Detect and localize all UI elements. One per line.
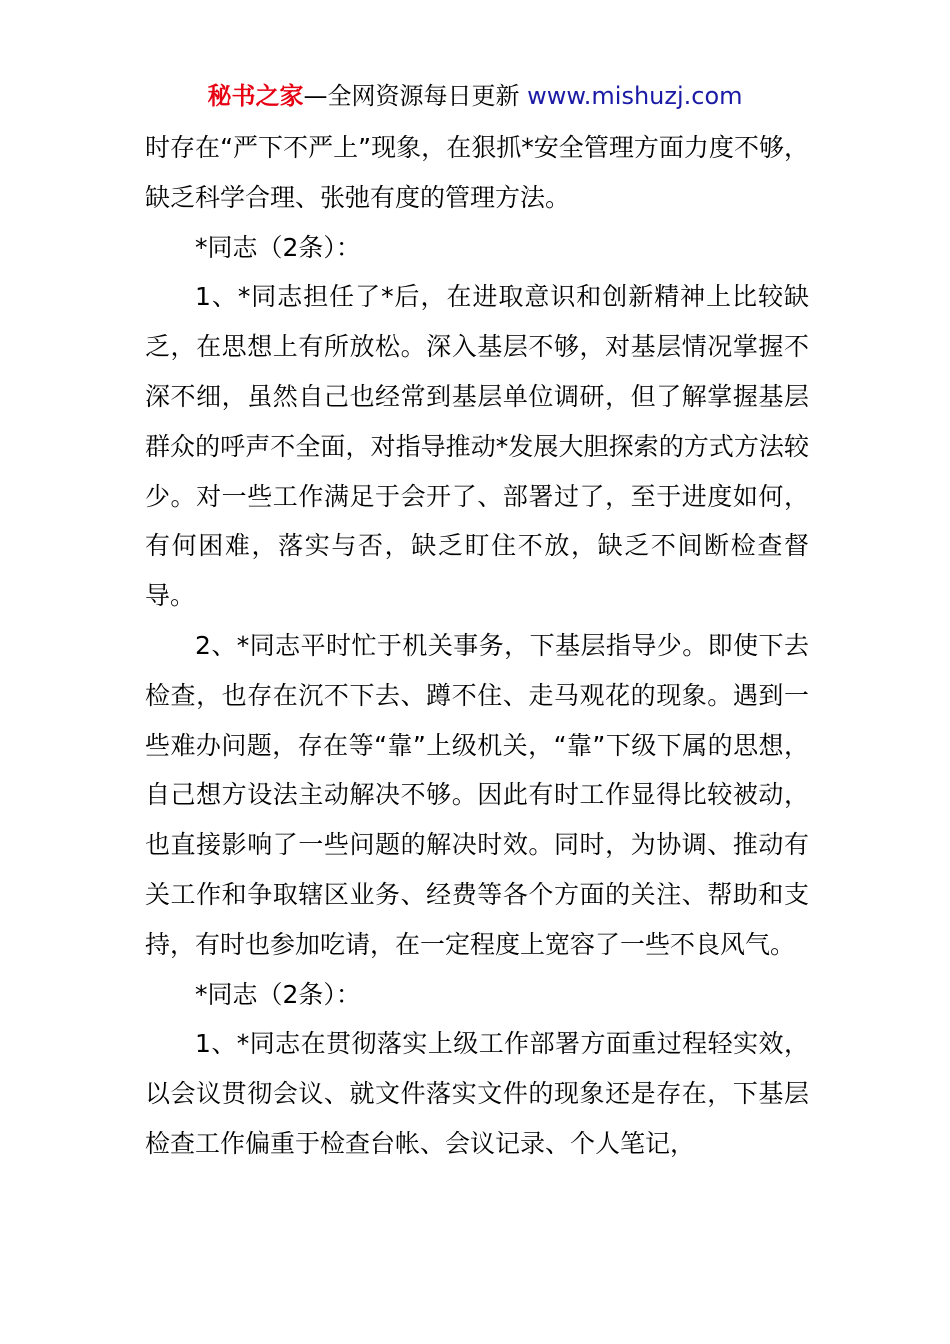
paragraph: 1、*同志在贯彻落实上级工作部署方面重过程轻实效，以会议贯彻会议、就文件落实文件的现象还是存在，下基层检查工作偏重于检查台帐、会议记录、个人笔记，	[145, 1029, 809, 1158]
paragraph: 2、*同志平时忙于机关事务，下基层指导少。即使下去检查，也存在沉不下去、蹲不住、走马观花的现象。遇到一些难办问题，存在等“靠”上级机关，“靠”下级下属的思想，自己想方设法主动解决不够。因此有时工作显得比较被动，也直接影响了一些问题的解决时效。同时，为协调、推动有关工作和争取辖区业务、经费等各个方面的关注、帮助和支持，有时也参加吃请，在一定程度上宽容了一些不良风气。	[145, 630, 809, 959]
paragraph: 1、*同志担任了*后，在进取意识和创新精神上比较缺乏，在思想上有所放松。深入基层不够，对基层情况掌握不深不细，虽然自己也经常到基层单位调研，但了解掌握基层群众的呼声不全面，对指导推动*发展大胆探索的方式方法较少。对一些工作满足于会开了、部署过了，至于进度如何，有何困难，落实与否，缺乏盯住不放，缺乏不间断检查督导。	[145, 282, 809, 611]
paragraph: 时存在“严下不严上”现象，在狠抓*安全管理方面力度不够，缺乏科学合理、张弛有度的管理方法。	[145, 133, 809, 212]
site-tagline: —全网资源每日更新	[303, 82, 528, 110]
document-body	[145, 123, 809, 1169]
page-header	[0, 80, 950, 112]
site-url[interactable]: www.mishuzj.com	[527, 82, 743, 110]
section-heading: *同志（2条）：	[195, 979, 361, 1009]
site-brand: 秘书之家	[207, 82, 304, 110]
section-heading: *同志（2条）：	[195, 232, 361, 262]
